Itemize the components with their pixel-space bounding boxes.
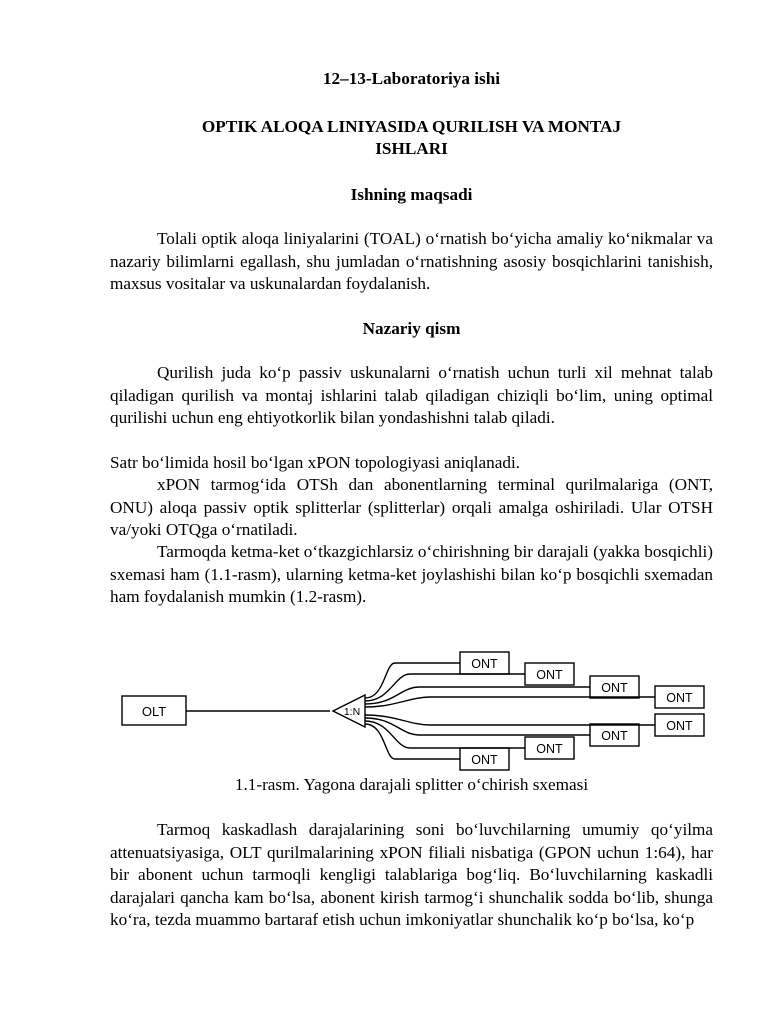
ont-label: ONT <box>536 668 563 682</box>
fiber-line <box>365 718 590 735</box>
page-title-line2: ISHLARI <box>375 139 448 158</box>
final-paragraph: Tarmoq kaskadlash darajalarining soni bo‘luvchilarning umumiy qo‘yilma attenuatsiyasiga, OLT qurilmalarining xPON filiali nisbatiga (GPON uchun 1:64), har bir abonent uchun tarmoqli kengligi talablariga bog‘liq. Bo‘luvchilarning kaskadli darajalari qancha kam bo‘lsa, abonent kirish tarmog‘i shunchalik sodda bo‘lib, shunga ko‘ra, tezda muammo bartaraf etish uchun imkoniyatlar shunchalik ko‘p bo‘lsa, ko‘p <box>110 820 713 929</box>
theory-paragraph-4: Tarmoqda ketma-ket o‘tkazgichlarsiz o‘chirishning bir darajali (yakka bosqichli) sxemasi ham (1.1-rasm), ularning ketma-ket joylashishi bilan ko‘p bosqichli sxemadan ham foydalanish mumkin (1.2-rasm). <box>110 542 713 606</box>
theory-paragraph-1: Qurilish juda ko‘p passiv uskunalarni o‘rnatish uchun turli xil mehnat talab qiladigan qurilish va montaj ishlarini talab qiladigan chiziqli bo‘lim, uning optimal qurilishi uchun eng ehtiyotkorlik bilan yondashishni talab qiladi. <box>110 363 713 427</box>
fiber-line <box>365 687 590 704</box>
ont-label: ONT <box>601 681 628 695</box>
ont-label: ONT <box>536 742 563 756</box>
goal-paragraph: Tolali optik aloqa liniyalarini (TOAL) o‘rnatish bo‘yicha amaliy ko‘nikmalar va nazariy bilimlarni egallash, shu jumladan o‘rnatishning asosiy bosqichlarini tanishish, maxsus vositalar va uskunalardan foydalanish. <box>110 229 713 293</box>
ont-label: ONT <box>471 657 498 671</box>
page-title-line1: OPTIK ALOQA LINIYASIDA QURILISH VA MONTAJ <box>201 117 622 136</box>
olt-label: OLT <box>141 704 167 719</box>
theory-paragraph-2: Satr bo‘limida hosil bo‘lgan xPON topologiyasi aniqlanadi. <box>110 453 521 472</box>
figure-caption: 1.1-rasm. Yagona darajali splitter o‘chirish sxemasi <box>234 775 589 794</box>
ont-label: ONT <box>601 729 628 743</box>
fiber-line <box>365 663 460 698</box>
splitter-diagram <box>0 640 768 775</box>
goal-heading: Ishning maqsadi <box>350 185 473 204</box>
ont-label: ONT <box>666 691 693 705</box>
splitter-label: 1:N <box>343 706 361 718</box>
ont-label: ONT <box>471 753 498 767</box>
theory-paragraph-3: xPON tarmog‘ida OTSh dan abonentlarning terminal qurilmalariga (ONT, ONU) aloqa passiv optik splitterlar (splitterlar) orqali amalga oshiriladi. Ular OTSH va/yoki OTQga o‘rnatiladi. <box>110 475 713 539</box>
fiber-line <box>365 724 460 759</box>
ont-label: ONT <box>666 719 693 733</box>
theory-heading: Nazariy qism <box>362 319 461 338</box>
lab-number: 12–13-Laboratoriya ishi <box>322 69 501 88</box>
